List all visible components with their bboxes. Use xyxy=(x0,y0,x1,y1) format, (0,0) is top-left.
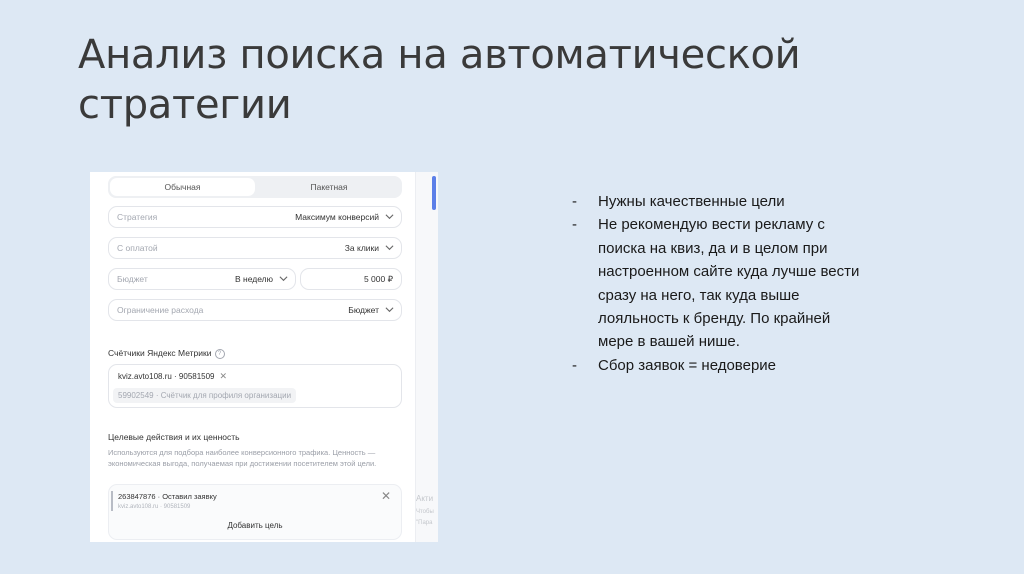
chevron-down-icon xyxy=(385,212,394,221)
spend-limit-select[interactable] xyxy=(108,299,402,321)
budget-amount-value: 5 000 ₽ xyxy=(363,274,393,284)
note-item: - Сбор заявок = недоверие xyxy=(570,354,860,377)
payment-label: С оплатой xyxy=(117,243,158,253)
side-panel xyxy=(415,172,438,542)
counters-field[interactable] xyxy=(108,364,402,408)
goals-description: Используются для подбора наиболее конверсионного трафика. Ценность — экономическая выгода, получаемая при достижении посетителем этой цели. xyxy=(108,448,377,468)
suggested-counter-chip[interactable]: 59902549 · Счётчик для профиля организации xyxy=(113,388,296,403)
slide-title: Анализ поиска на автоматической стратегии xyxy=(78,32,801,128)
budget-period-value: В неделю xyxy=(234,274,273,284)
goal-item xyxy=(108,484,402,540)
note-item: - Не рекомендую вести рекламу с поиска на квиз, да и в целом при настроенном сайте куда лучше вести сразу на него, так куда выше лояльность к бренду. По крайней мере в вашей нише. xyxy=(570,213,860,353)
side-fragment-text: "Пара xyxy=(416,520,433,526)
goal-marker xyxy=(111,491,113,511)
chevron-down-icon xyxy=(385,305,394,314)
budget-label: Бюджет xyxy=(117,274,148,284)
goals-heading: Целевые действия и их ценность xyxy=(108,432,240,442)
payment-value: За клики xyxy=(344,243,379,253)
tab-regular[interactable]: Обычная xyxy=(110,178,255,196)
notes-list xyxy=(570,190,860,377)
close-icon[interactable]: ✕ xyxy=(219,371,228,381)
side-fragment-title: Акти xyxy=(416,494,434,503)
strategy-settings-screenshot xyxy=(90,172,438,542)
note-item: - Нужны качественные цели xyxy=(570,190,860,213)
goal-name: 263847876 · Оставил заявку xyxy=(118,492,217,501)
goal-counter: kviz.avto108.ru · 90581509 xyxy=(118,504,191,510)
metrika-counters-heading xyxy=(108,348,225,359)
counter-chip-label: kviz.avto108.ru · 90581509 xyxy=(118,372,215,381)
tab-batch[interactable]: Пакетная xyxy=(310,182,348,192)
scrollbar[interactable] xyxy=(432,176,436,210)
close-icon[interactable]: ✕ xyxy=(380,489,391,503)
chevron-down-icon xyxy=(385,243,394,252)
strategy-value: Максимум конверсий xyxy=(295,212,379,222)
strategy-select[interactable] xyxy=(108,206,402,228)
side-fragment-text: Чтобы xyxy=(416,509,434,515)
metrika-counters-label: Счётчики Яндекс Метрики xyxy=(108,348,212,358)
strategy-label: Стратегия xyxy=(117,212,158,222)
counter-chip xyxy=(113,369,232,384)
budget-amount-input[interactable] xyxy=(300,268,402,290)
payment-select[interactable] xyxy=(108,237,402,259)
strategy-type-switch xyxy=(108,176,402,198)
spend-limit-value: Бюджет xyxy=(348,305,379,315)
spend-limit-label: Ограничение расхода xyxy=(117,305,204,315)
add-goal-button[interactable]: Добавить цель xyxy=(227,521,283,530)
budget-period-select[interactable] xyxy=(108,268,296,290)
chevron-down-icon xyxy=(279,274,288,283)
help-icon[interactable]: ? xyxy=(215,349,225,359)
